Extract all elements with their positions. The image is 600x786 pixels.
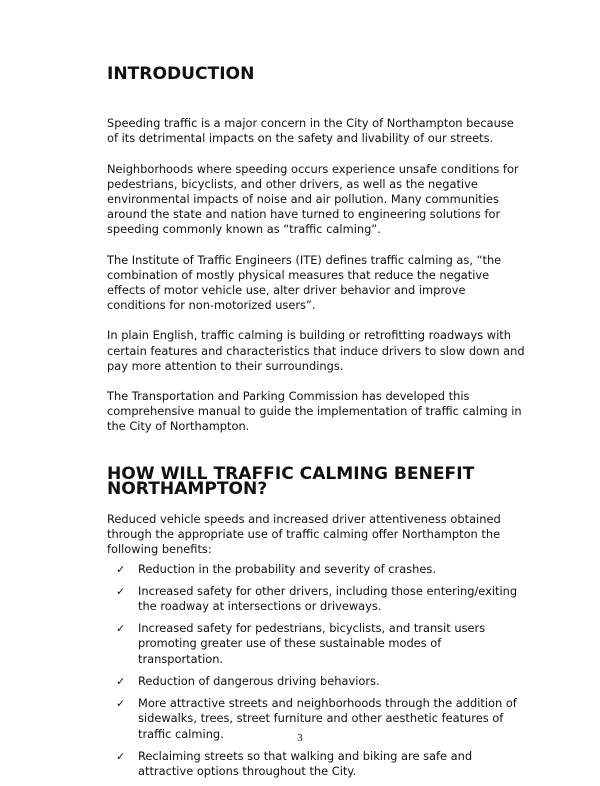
benefit-item-text: Reduction of dangerous driving behaviors. <box>138 673 380 688</box>
intro-paragraph-1: Speeding traffic is a major concern in the City of Northampton because of its detrimental impacts on the safety and livability of our streets. <box>107 116 514 146</box>
list-item <box>114 584 525 614</box>
checkmark-icon: ✓ <box>116 562 126 576</box>
checkmark-icon: ✓ <box>116 697 126 711</box>
benefit-item-text: Increased safety for pedestrians, bicyclists, and transit users promoting greater use of these sustainable modes of transportation. <box>138 621 486 666</box>
benefit-heading: HOW WILL TRAFFIC CALMING BENEFIT NORTHAMPTON? <box>107 463 475 499</box>
intro-paragraph-5: The Transportation and Parking Commission has developed this comprehensive manual to guide the implementation of traffic calming in the City of Northampton. <box>107 389 522 434</box>
intro-paragraph-4: In plain English, traffic calming is building or retrofitting roadways with certain features and characteristics that induce drivers to slow down and pay more attention to their surroundings. <box>107 328 525 373</box>
benefit-intro-paragraph: Reduced vehicle speeds and increased driver attentiveness obtained through the appropriate use of traffic calming offer Northampton the following benefits: <box>107 512 501 557</box>
introduction-heading: INTRODUCTION <box>107 64 255 84</box>
document-page <box>107 62 525 786</box>
checkmark-icon: ✓ <box>116 749 126 763</box>
benefits-list <box>107 562 525 779</box>
list-item <box>114 562 525 577</box>
checkmark-icon: ✓ <box>116 674 126 688</box>
intro-paragraph-2: Neighborhoods where speeding occurs experience unsafe conditions for pedestrians, bicyclists, and other drivers, as well as the negative environmental impacts of noise and air pollution. Many communities around the state and nation have turned to engineering solutions for speeding commonly known as “traffic calming”. <box>107 161 519 237</box>
benefit-item-text: More attractive streets and neighborhoods through the addition of sidewalks, trees, street furniture and other aesthetic features of traffic calming. <box>138 696 517 741</box>
benefit-item-text: Reduction in the probability and severity of crashes. <box>138 561 436 576</box>
list-item <box>114 749 525 779</box>
intro-paragraph-3: The Institute of Traffic Engineers (ITE) defines traffic calming as, “the combination of mostly physical measures that reduce the negative effects of motor vehicle use, alter driver behavior and improve conditions for non-motorized users”. <box>107 252 502 313</box>
page-number: 3 <box>297 732 303 744</box>
list-item <box>114 674 525 689</box>
list-item <box>114 621 525 667</box>
benefit-item-text: Reclaiming streets so that walking and biking are safe and attractive options throughout the City. <box>138 748 473 778</box>
checkmark-icon: ✓ <box>116 622 126 636</box>
benefit-item-text: Increased safety for other drivers, including those entering/exiting the roadway at intersections or driveways. <box>138 583 518 614</box>
checkmark-icon: ✓ <box>116 584 126 598</box>
